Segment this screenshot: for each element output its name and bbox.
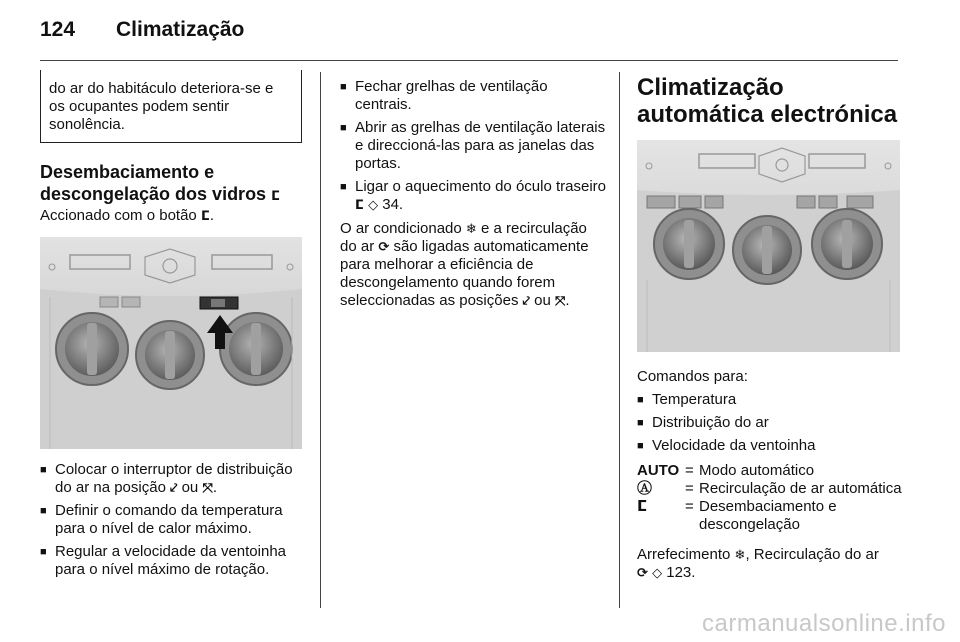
equals-sign: = (685, 498, 694, 515)
air-recirculation-icon: ⟳ (637, 565, 648, 580)
equals-sign: = (685, 480, 694, 497)
definition-row (637, 498, 907, 534)
section-title-defrost (40, 161, 302, 207)
defrost-intro (40, 207, 302, 225)
air-conditioning-icon: ❄ (734, 547, 746, 562)
bullet-marker: ■ (340, 181, 347, 193)
automatic-control-panel-svg (637, 140, 900, 352)
list-item-text: Definir o comando da temperatura para o nível de calor máximo. (55, 502, 283, 537)
list-item (637, 437, 907, 455)
definition-text: Recirculação de ar automática (699, 480, 902, 497)
bullet-marker: ■ (340, 81, 347, 93)
list-item-text: . (212, 479, 218, 496)
bullet-marker: ■ (637, 440, 644, 452)
warning-box: do ar do habitáculo deteriora-se e os ocupantes podem sentir sonolência. (40, 70, 302, 143)
bullet-marker: ■ (40, 546, 47, 558)
air-recirculation-icon: ⟳ (378, 239, 390, 254)
defrost-icon: ⵎ (637, 498, 648, 515)
bullet-marker: ■ (637, 394, 644, 406)
paragraph-text: Arrefecimento (637, 546, 731, 563)
column-2 (340, 78, 606, 310)
bullet-marker: ■ (340, 122, 347, 134)
bullet-marker: ■ (40, 464, 47, 476)
auto-label: AUTO (637, 462, 680, 479)
bullet-marker: ■ (637, 417, 644, 429)
column-divider-2 (619, 72, 620, 608)
page-reference-link[interactable]: 34. (382, 196, 404, 213)
air-conditioning-icon: ❄ (465, 221, 477, 236)
cross-reference-paragraph (637, 546, 907, 582)
list-item (340, 119, 606, 173)
list-item-text: Colocar o interruptor de distribuição do ar na posição (55, 461, 293, 496)
defrost-icon: ⵎ (271, 188, 280, 203)
definitions-table (637, 462, 907, 534)
column-3 (637, 74, 907, 582)
defrost-button-icon: ⵎ (200, 208, 210, 223)
watermark: carmanualsonline.info (702, 610, 946, 637)
equals-sign: = (685, 462, 694, 479)
page-reference-icon: ◇ (652, 565, 663, 580)
list-item (637, 391, 907, 409)
list-item-text: Velocidade da ventoinha (652, 437, 816, 454)
windscreen-feet-airflow-icon: ⤦ (170, 480, 178, 495)
manual-control-panel-illustration (40, 237, 302, 449)
list-item-text: Regular a velocidade da ventoinha para o nível máximo de rotação. (55, 543, 286, 578)
page-number: 124 (40, 18, 76, 41)
automatic-control-panel-illustration (637, 140, 900, 352)
list-item (637, 414, 907, 432)
paragraph-text: são ligadas automaticamente para melhorar a eficiência de descongelamento quando forem seleccionadas as posições (340, 238, 589, 309)
paragraph-text: ou (534, 292, 551, 309)
controls-intro: Comandos para: (637, 368, 748, 385)
column-1 (40, 70, 302, 579)
defrost-steps-list (40, 461, 302, 579)
vent-steps-list (340, 78, 606, 214)
paragraph-text: . (565, 292, 570, 309)
auto-recirculation-icon: Ⓐ (637, 480, 653, 497)
page-header (40, 18, 244, 48)
windscreen-feet-airflow-icon: ⤦ (522, 293, 530, 308)
paragraph-text: O ar condicionado (340, 220, 462, 237)
rear-window-heater-icon: ⵎ (355, 197, 364, 212)
column-divider-1 (320, 72, 321, 608)
list-item (40, 461, 302, 497)
page-title: Climatização (116, 18, 245, 41)
bullet-marker: ■ (40, 505, 47, 517)
list-item (340, 178, 606, 214)
intro-end: . (209, 207, 215, 224)
list-item-text: Fechar grelhas de ventilação centrais. (355, 78, 548, 113)
list-item-text: Temperatura (652, 391, 737, 408)
definition-row (637, 480, 907, 498)
list-item-text: Distribuição do ar (652, 414, 769, 431)
list-item-text: ou (181, 479, 199, 496)
paragraph-text: e a recirculação do ar (340, 220, 587, 255)
header-rule (40, 60, 898, 61)
list-item (40, 543, 302, 579)
list-item-text: Abrir as grelhas de ventilação laterais e direccioná-las para as janelas das portas. (355, 119, 606, 172)
list-item (40, 502, 302, 538)
auto-ac-paragraph (340, 220, 606, 310)
intro-text: Accionado com o botão (40, 207, 197, 224)
list-item-text: Ligar o aquecimento do óculo traseiro (355, 178, 606, 195)
windscreen-airflow-icon: ⤧ (202, 480, 213, 495)
definition-row (637, 462, 907, 480)
list-item (340, 78, 606, 114)
definition-text: Modo automático (699, 462, 815, 479)
definition-text: Desembaciamento e descongelação (699, 498, 837, 533)
page-reference-icon: ◇ (368, 197, 379, 212)
page-reference-link[interactable]: 123. (666, 564, 696, 581)
controls-list (637, 391, 907, 455)
windscreen-airflow-icon: ⤧ (554, 293, 566, 308)
paragraph-text: , Recirculação do ar (745, 546, 879, 563)
section-title-automatic: Climatização automática electrónica (637, 74, 898, 128)
manual-control-panel-svg (40, 237, 302, 449)
section-title-text: Desembaciamento e descongelação dos vidros (40, 162, 267, 204)
